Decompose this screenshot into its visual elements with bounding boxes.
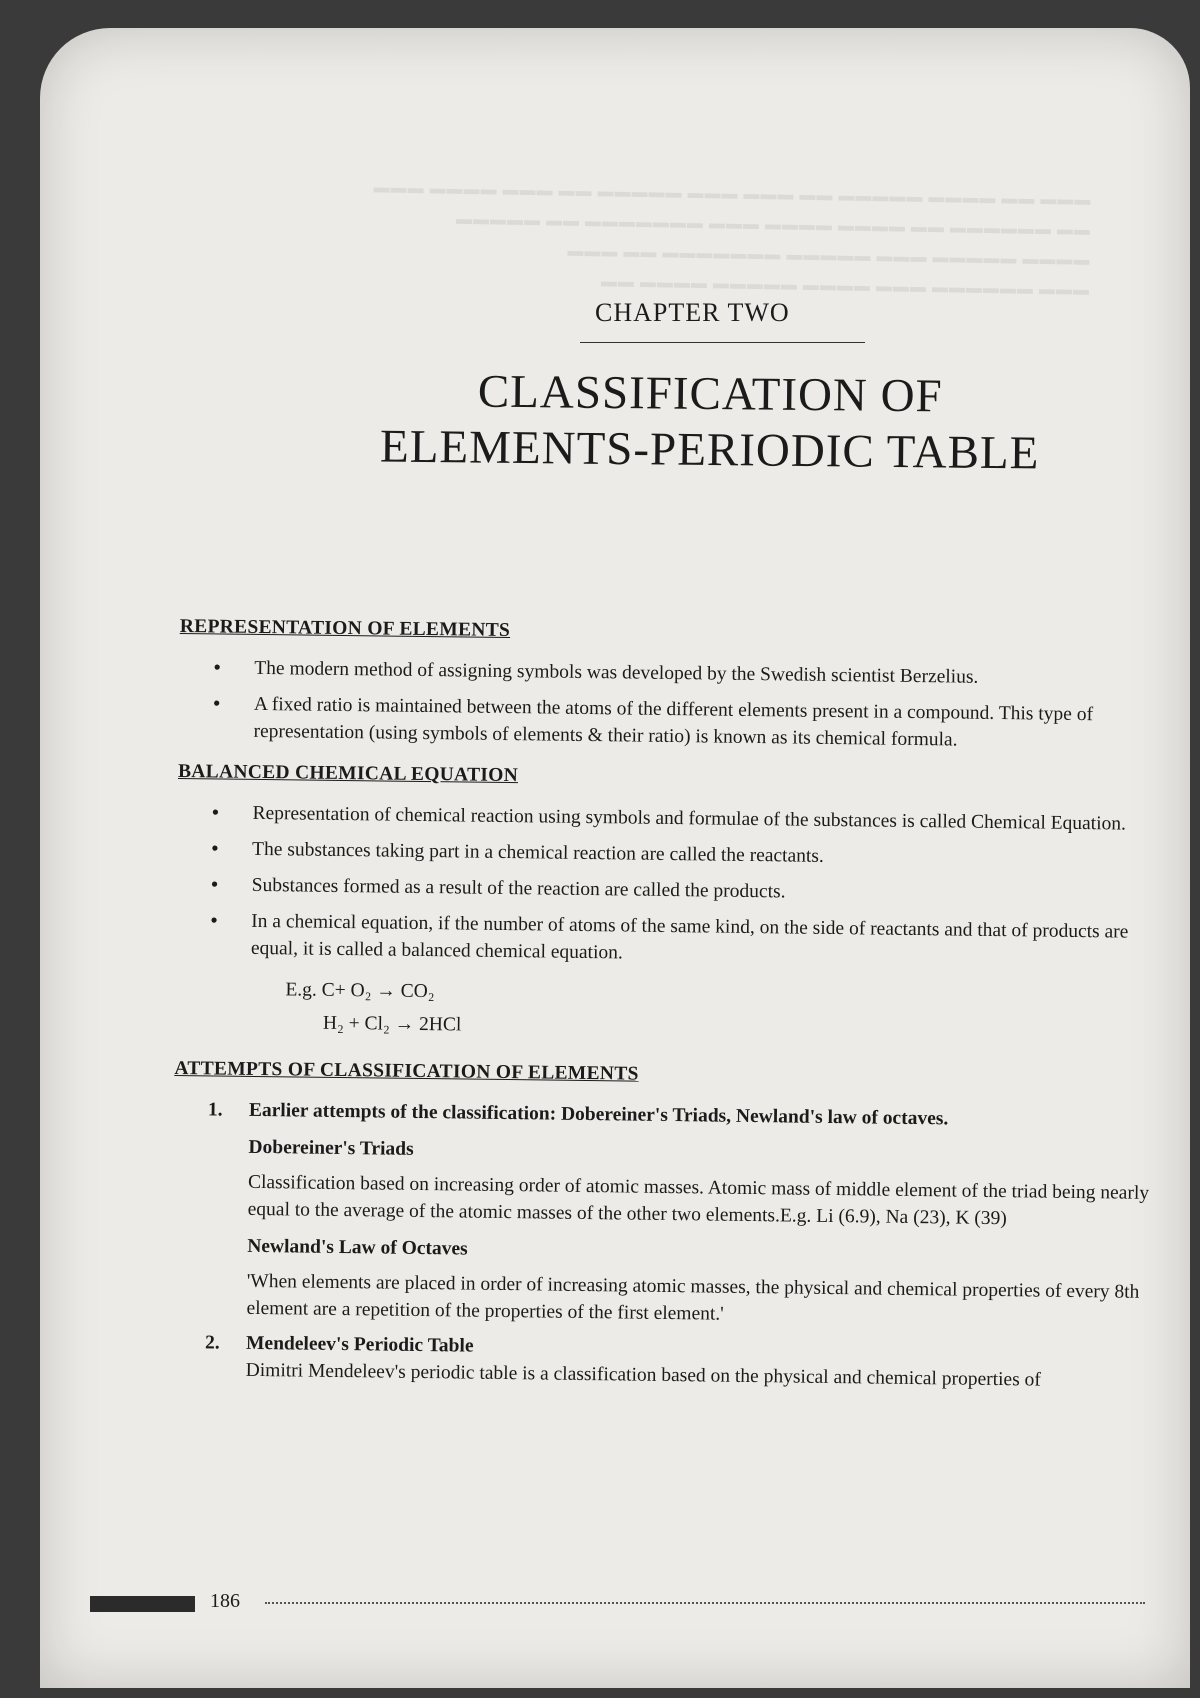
book-page — [40, 28, 1190, 1688]
item-number: 2. — [204, 1332, 220, 1354]
page-number: 186 — [210, 1590, 240, 1612]
item-number: 1. — [207, 1099, 223, 1121]
list-item: • Representation of chemical reaction using symbols and formulae of the substances is called Chemical Equation. — [177, 799, 1162, 838]
page-footer — [40, 1586, 1190, 1626]
list-item: • Substances formed as a result of the reaction are called the products. — [177, 871, 1162, 910]
footer-dotted-rule — [265, 1602, 1145, 1604]
list-item: • A fixed ratio is maintained between the atoms of the different elements present in a compound. This type of representation (using symbols of elements & their ratio) is known as its chemical formula. — [178, 690, 1164, 756]
equation-examples — [175, 975, 1161, 1047]
subheading-triads: Dobereiner's Triads — [248, 1136, 414, 1160]
chapter-title-line2: ELEMENTS-PERIODIC TABLE — [379, 420, 1040, 480]
subheading-octaves: Newland's Law of Octaves — [247, 1235, 468, 1260]
list-item: • The modern method of assigning symbols was developed by the Swedish scientist Berzelius. — [179, 654, 1164, 693]
balanced-list — [176, 799, 1163, 973]
section-heading-balanced: BALANCED CHEMICAL EQUATION — [177, 760, 519, 787]
chapter-divider — [580, 342, 865, 343]
section-heading-representation: REPRESENTATION OF ELEMENTS — [179, 615, 511, 642]
chapter-content — [170, 613, 1164, 1403]
numbered-item-1 — [171, 1096, 1159, 1333]
chapter-title — [319, 362, 1100, 482]
paragraph-triads: Classification based on increasing order of atomic masses. Atomic mass of middle element of the triad being nearly equal to the average of the atomic masses of the other two elements.E.g. Li (6.9), Na (23), K (39) — [247, 1171, 1150, 1230]
item-title: Mendeleev's Periodic Table — [245, 1332, 474, 1357]
representation-list — [178, 654, 1164, 756]
list-item: • In a chemical equation, if the number of atoms of the same kind, on the side of reactants and that of products are equal, it is called a balanced chemical equation. — [176, 907, 1162, 973]
chapter-title-line1: CLASSIFICATION OF — [477, 365, 943, 423]
item-title: Earlier attempts of the classification: Dobereiner's Triads, Newland's law of octaves. — [248, 1099, 949, 1130]
section-heading-attempts: ATTEMPTS OF CLASSIFICATION OF ELEMENTS — [174, 1057, 639, 1085]
bleed-through-text: ▬▬▬ ▬▬ ▬▬▬▬ ▬▬▬▬▬ ▬▬ ▬▬▬ ▬▬▬ ▬▬▬▬▬ ▬▬ ▬▬▬ ▬▬▬▬ ▬▬▬ ▬▬ ▬▬▬▬▬▬ ▬▬ ▬▬▬▬ ▬▬▬▬ ▬▬▬ ▬▬▬▬▬▬▬ ▬▬ ▬▬▬▬▬ ▬▬▬▬ ▬▬▬▬▬ ▬▬▬ ▬▬▬▬▬ ▬▬▬▬▬▬▬ ▬▬ ▬▬▬ ▬▬▬ ▬▬▬▬▬▬ ▬▬▬ ▬▬▬▬ ▬▬▬▬▬ ▬▬▬▬ ▬▬ — [372, 161, 1092, 299]
paragraph-mendeleev: Dimitri Mendeleev's periodic table is a classification based on the physical and chemical properties of — [245, 1359, 1041, 1391]
list-item: • The substances taking part in a chemical reaction are called the reactants. — [177, 835, 1162, 874]
footer-bar — [90, 1596, 195, 1612]
chapter-label: CHAPTER TWO — [595, 298, 790, 327]
equation-1: E.g. C+ O₂ → CO₂ — [285, 979, 435, 1003]
equation-2: H₂ + Cl₂ → 2HCl — [322, 1012, 462, 1036]
numbered-item-2 — [171, 1329, 1157, 1395]
paragraph-octaves: 'When elements are placed in order of increasing atomic masses, the physical and chemical properties of every 8th element are a repetition of the properties of the first element.' — [246, 1270, 1140, 1325]
